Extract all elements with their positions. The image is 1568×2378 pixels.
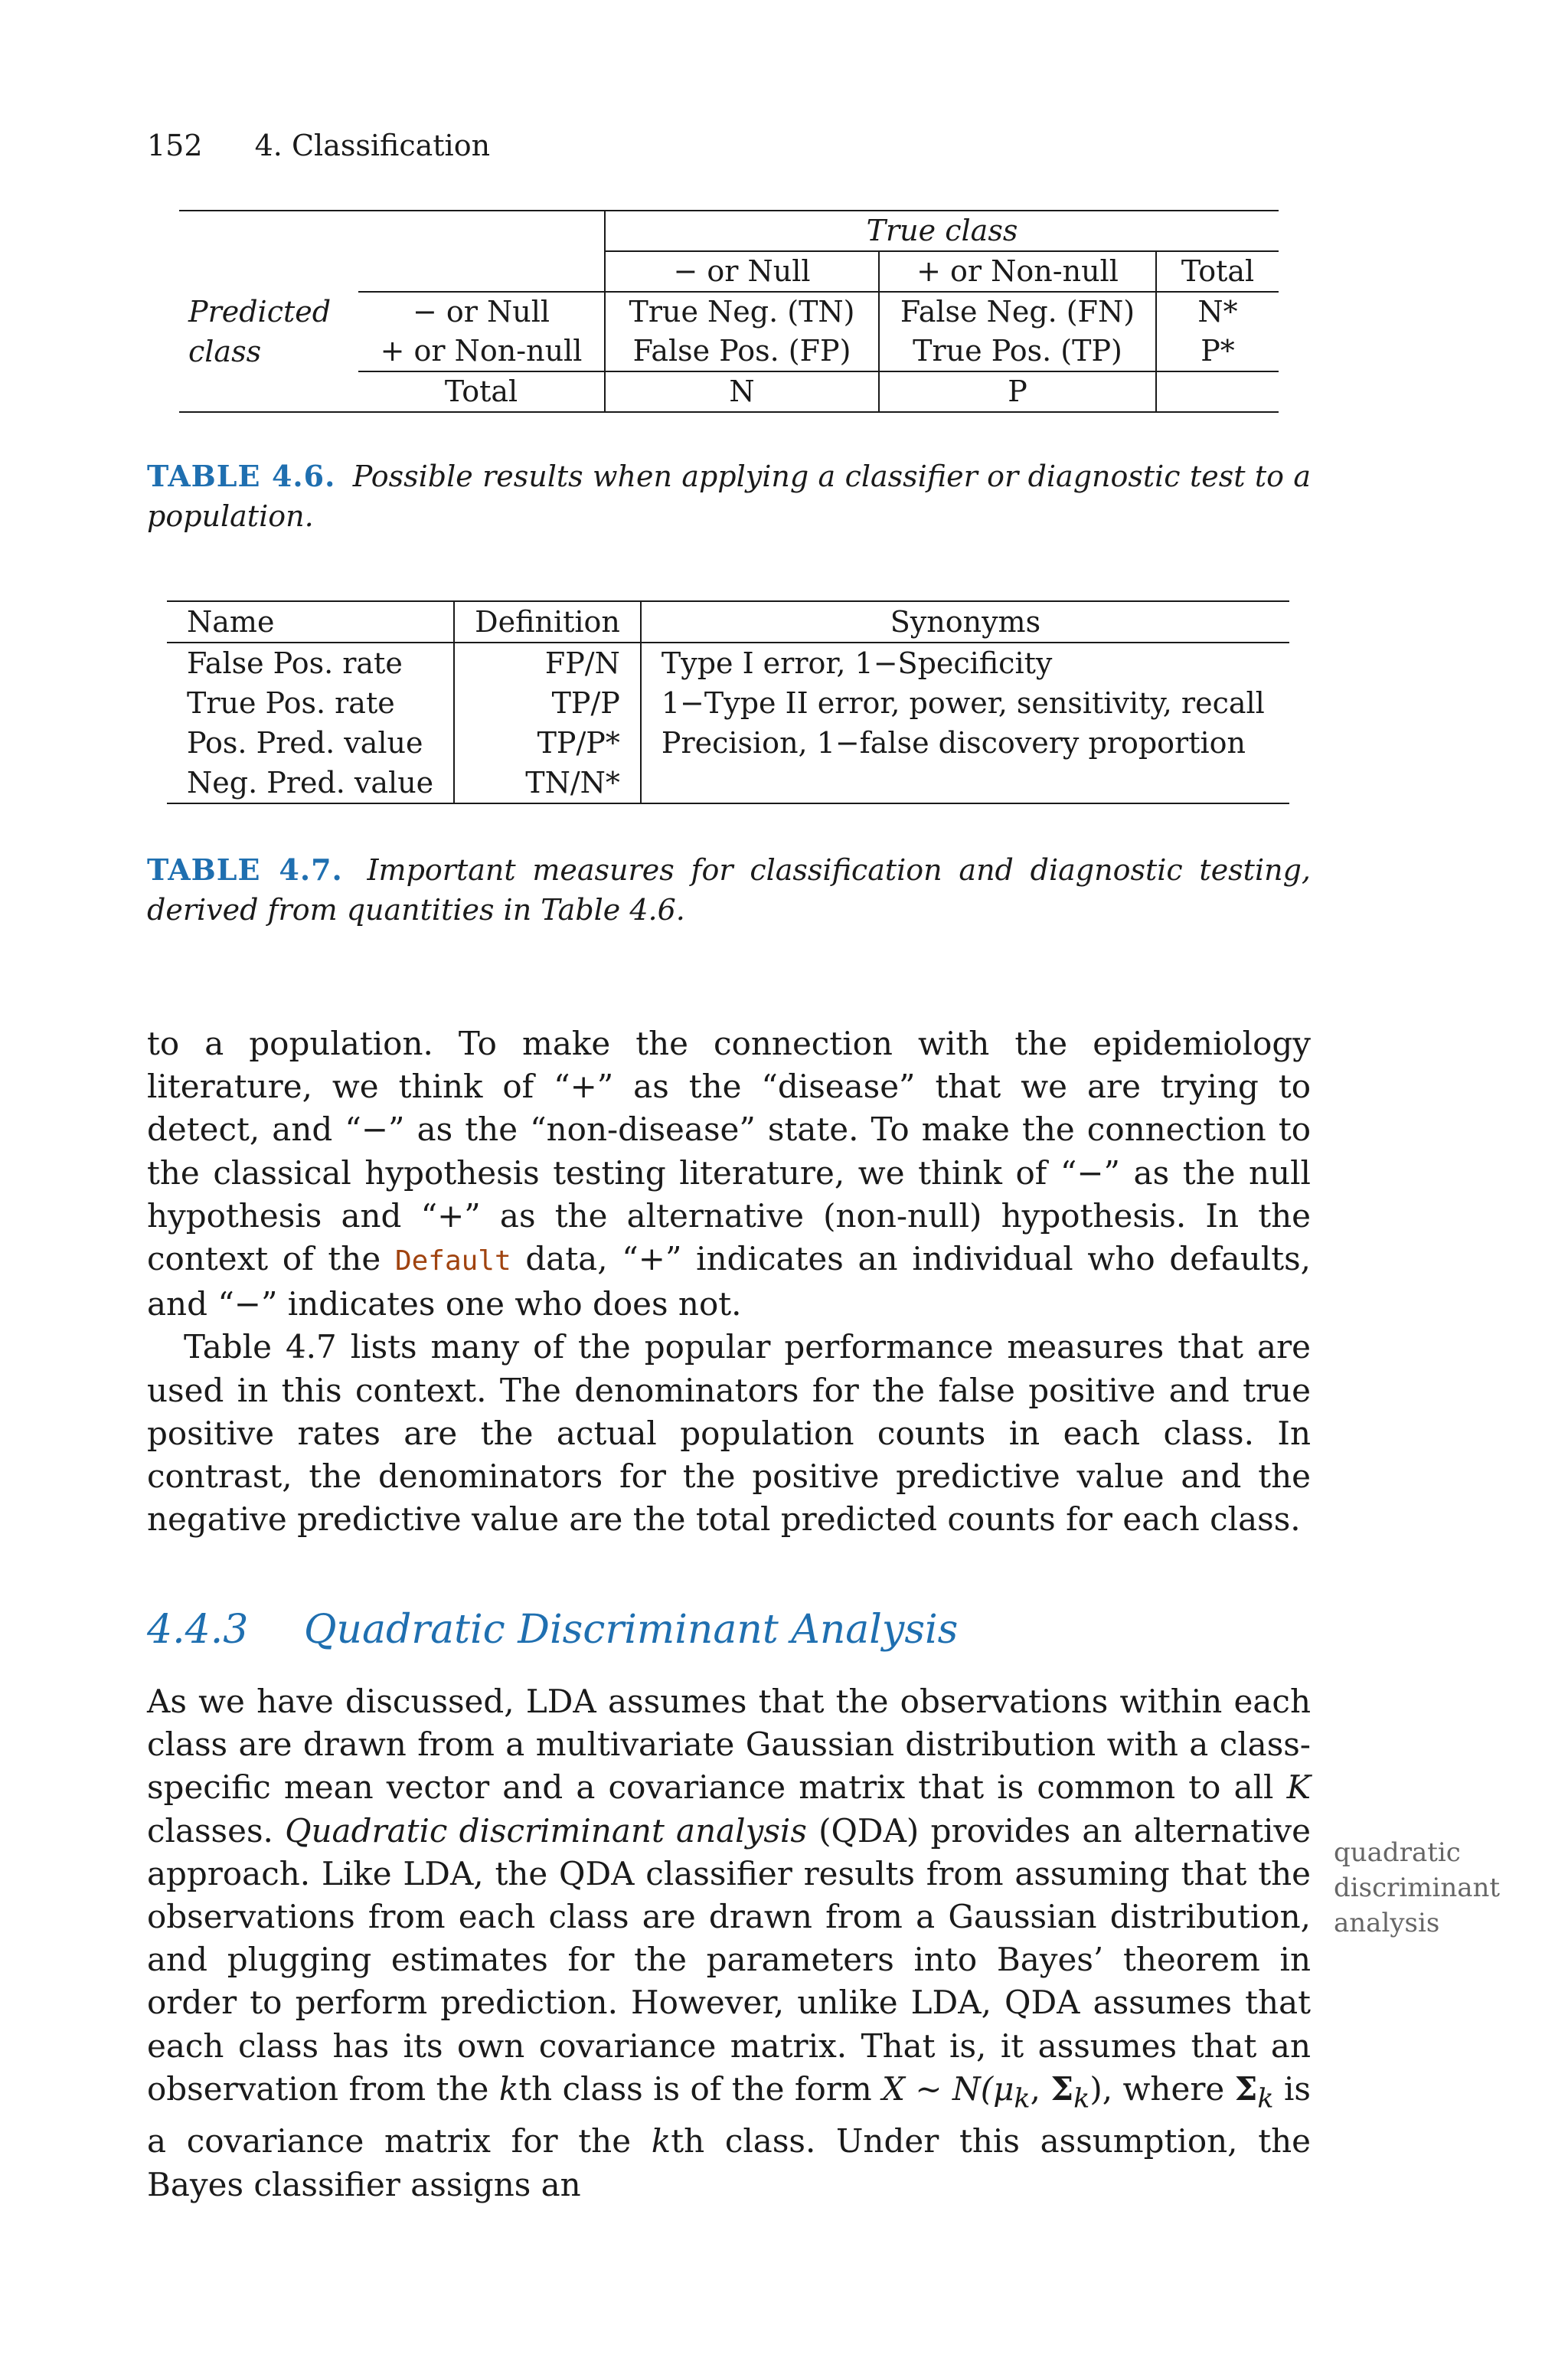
cell-n-star: N*: [1156, 292, 1279, 332]
text-span: ): [1089, 2069, 1102, 2108]
true-class-header: True class: [605, 211, 1279, 251]
table-4-6: [179, 210, 1279, 413]
body-text: [147, 1022, 1311, 1541]
row-header-total: Total: [358, 371, 605, 412]
text-span: (QDA) provides an alternative approach. Like LDA, the QDA classifier results from assuming that the observations from each class are drawn from a Gaussian distribution, and plugging estimates for the parameters into Bayes’ theorem in order to perform prediction. However, unlike LDA, QDA assumes that each class has its own covariance matrix. That is, it assumes that an observation from the: [147, 1811, 1311, 2108]
math-sub: k: [1257, 2083, 1274, 2115]
cell-p: P: [879, 371, 1156, 412]
caption-text: Important measures for classification and diagnostic testing, derived from quantities in Table 4.6.: [147, 853, 1311, 927]
cell-p-star: P*: [1156, 332, 1279, 371]
cell-n: N: [605, 371, 879, 412]
table-row: [167, 723, 1289, 763]
text-span: ,: [1030, 2069, 1051, 2108]
cell-synonyms: Precision, 1−false discovery proportion: [661, 726, 1246, 760]
header-synonyms: Synonyms: [641, 601, 1289, 643]
cell-definition: TN/N*: [454, 763, 641, 803]
margin-note: [1334, 1835, 1517, 1941]
text-span: is a covariance matrix for the: [147, 2069, 1311, 2160]
page-number: 152: [147, 129, 203, 162]
section-title: Quadratic Discriminant Analysis: [303, 1607, 959, 1653]
table-row: [167, 643, 1289, 683]
cell-definition: TP/P*: [454, 723, 641, 763]
cell-tp: True Pos. (TP): [879, 332, 1156, 371]
header-name: Name: [167, 601, 454, 643]
table-row: [167, 763, 1289, 803]
cell-synonyms: [641, 763, 1289, 803]
term-qda: Quadratic discriminant analysis: [285, 1811, 807, 1850]
math-k: k: [651, 2122, 671, 2160]
cell-name: Neg. Pred. value: [167, 763, 454, 803]
cell-name: True Pos. rate: [187, 686, 395, 720]
caption-label: TABLE 4.7.: [147, 852, 343, 887]
predicted-label-2: class: [188, 334, 262, 368]
table-4-7: [167, 600, 1289, 804]
section-number: 4.4.3: [147, 1607, 249, 1653]
text-span: th class. Under this assumption, the Bayes classifier assigns an: [147, 2122, 1311, 2203]
cell-name: False Pos. rate: [187, 646, 403, 680]
paragraph: [147, 1680, 1311, 2206]
col-header-pos: + or Non-null: [879, 251, 1156, 292]
cell-fp: False Pos. (FP): [605, 332, 879, 371]
running-header: [147, 129, 490, 162]
cell-synonyms: 1−Type II error, power, sensitivity, recall: [661, 686, 1265, 720]
cell-name: Pos. Pred. value: [187, 726, 423, 760]
row-header-pos: + or Non-null: [380, 334, 583, 368]
text-span: th class is of the form: [518, 2069, 883, 2108]
qda-text: [147, 1680, 1311, 2206]
caption-text: Possible results when applying a classifier or diagnostic test to a population.: [147, 460, 1311, 533]
margin-note-line: discriminant: [1334, 1873, 1501, 1903]
paragraph: [147, 1022, 1311, 1326]
header-definition: Definition: [454, 601, 641, 643]
math-formula: X ∼ N(μ: [882, 2069, 1014, 2108]
math-k: k: [498, 2069, 519, 2108]
caption-table-4-6: [147, 456, 1311, 536]
col-header-total: Total: [1156, 251, 1279, 292]
predicted-label-1: Predicted: [188, 294, 332, 329]
text-span: , where: [1102, 2069, 1235, 2108]
row-header-neg: − or Null: [358, 292, 605, 332]
cell-definition: TP/P: [454, 683, 641, 723]
col-header-neg: − or Null: [605, 251, 879, 292]
code-default: Default: [394, 1245, 511, 1277]
math-sigma: Σ: [1234, 2069, 1258, 2108]
text-span: to a population. To make the connection with the epidemiology literature, we think of “+” as the “disease” that we are trying to detect, and “−” as the “non-disease” state. To make the connection to the classical hypothesis testing literature, we think of “−” as the null hypothesis and “+” as the alternative (non-null) hypothesis. In the context of the: [147, 1025, 1311, 1278]
margin-note-line: analysis: [1334, 1908, 1440, 1938]
table-row: [167, 683, 1289, 723]
chapter-title: 4. Classification: [254, 129, 491, 162]
math-k: K: [1286, 1768, 1311, 1807]
cell-synonyms: Type I error, 1−Specificity: [661, 646, 1053, 680]
math-sigma: Σ: [1050, 2069, 1074, 2108]
section-heading: [147, 1607, 958, 1653]
caption-table-4-7: [147, 850, 1311, 930]
cell-definition: FP/N: [454, 643, 641, 683]
text-span: classes.: [147, 1811, 286, 1850]
text-span: data, “+” indicates an individual who defaults, and “−” indicates one who does not.: [147, 1240, 1311, 1323]
math-sub: k: [1014, 2083, 1031, 2115]
math-sub: k: [1073, 2083, 1090, 2115]
paragraph: Table 4.7 lists many of the popular performance measures that are used in this context. The denominators for the false positive and true positive rates are the actual population counts in each class. In contrast, the denominators for the positive predictive value and the negative predictive value are the total predicted counts for each class.: [147, 1328, 1311, 1539]
text-span: As we have discussed, LDA assumes that the observations within each class are drawn from a multivariate Gaussian distribution with a class-specific mean vector and a covariance matrix that is common to all: [147, 1683, 1311, 1807]
cell-tn: True Neg. (TN): [605, 292, 879, 332]
cell-fn: False Neg. (FN): [879, 292, 1156, 332]
margin-note-line: quadratic: [1334, 1837, 1461, 1868]
caption-label: TABLE 4.6.: [147, 459, 336, 493]
